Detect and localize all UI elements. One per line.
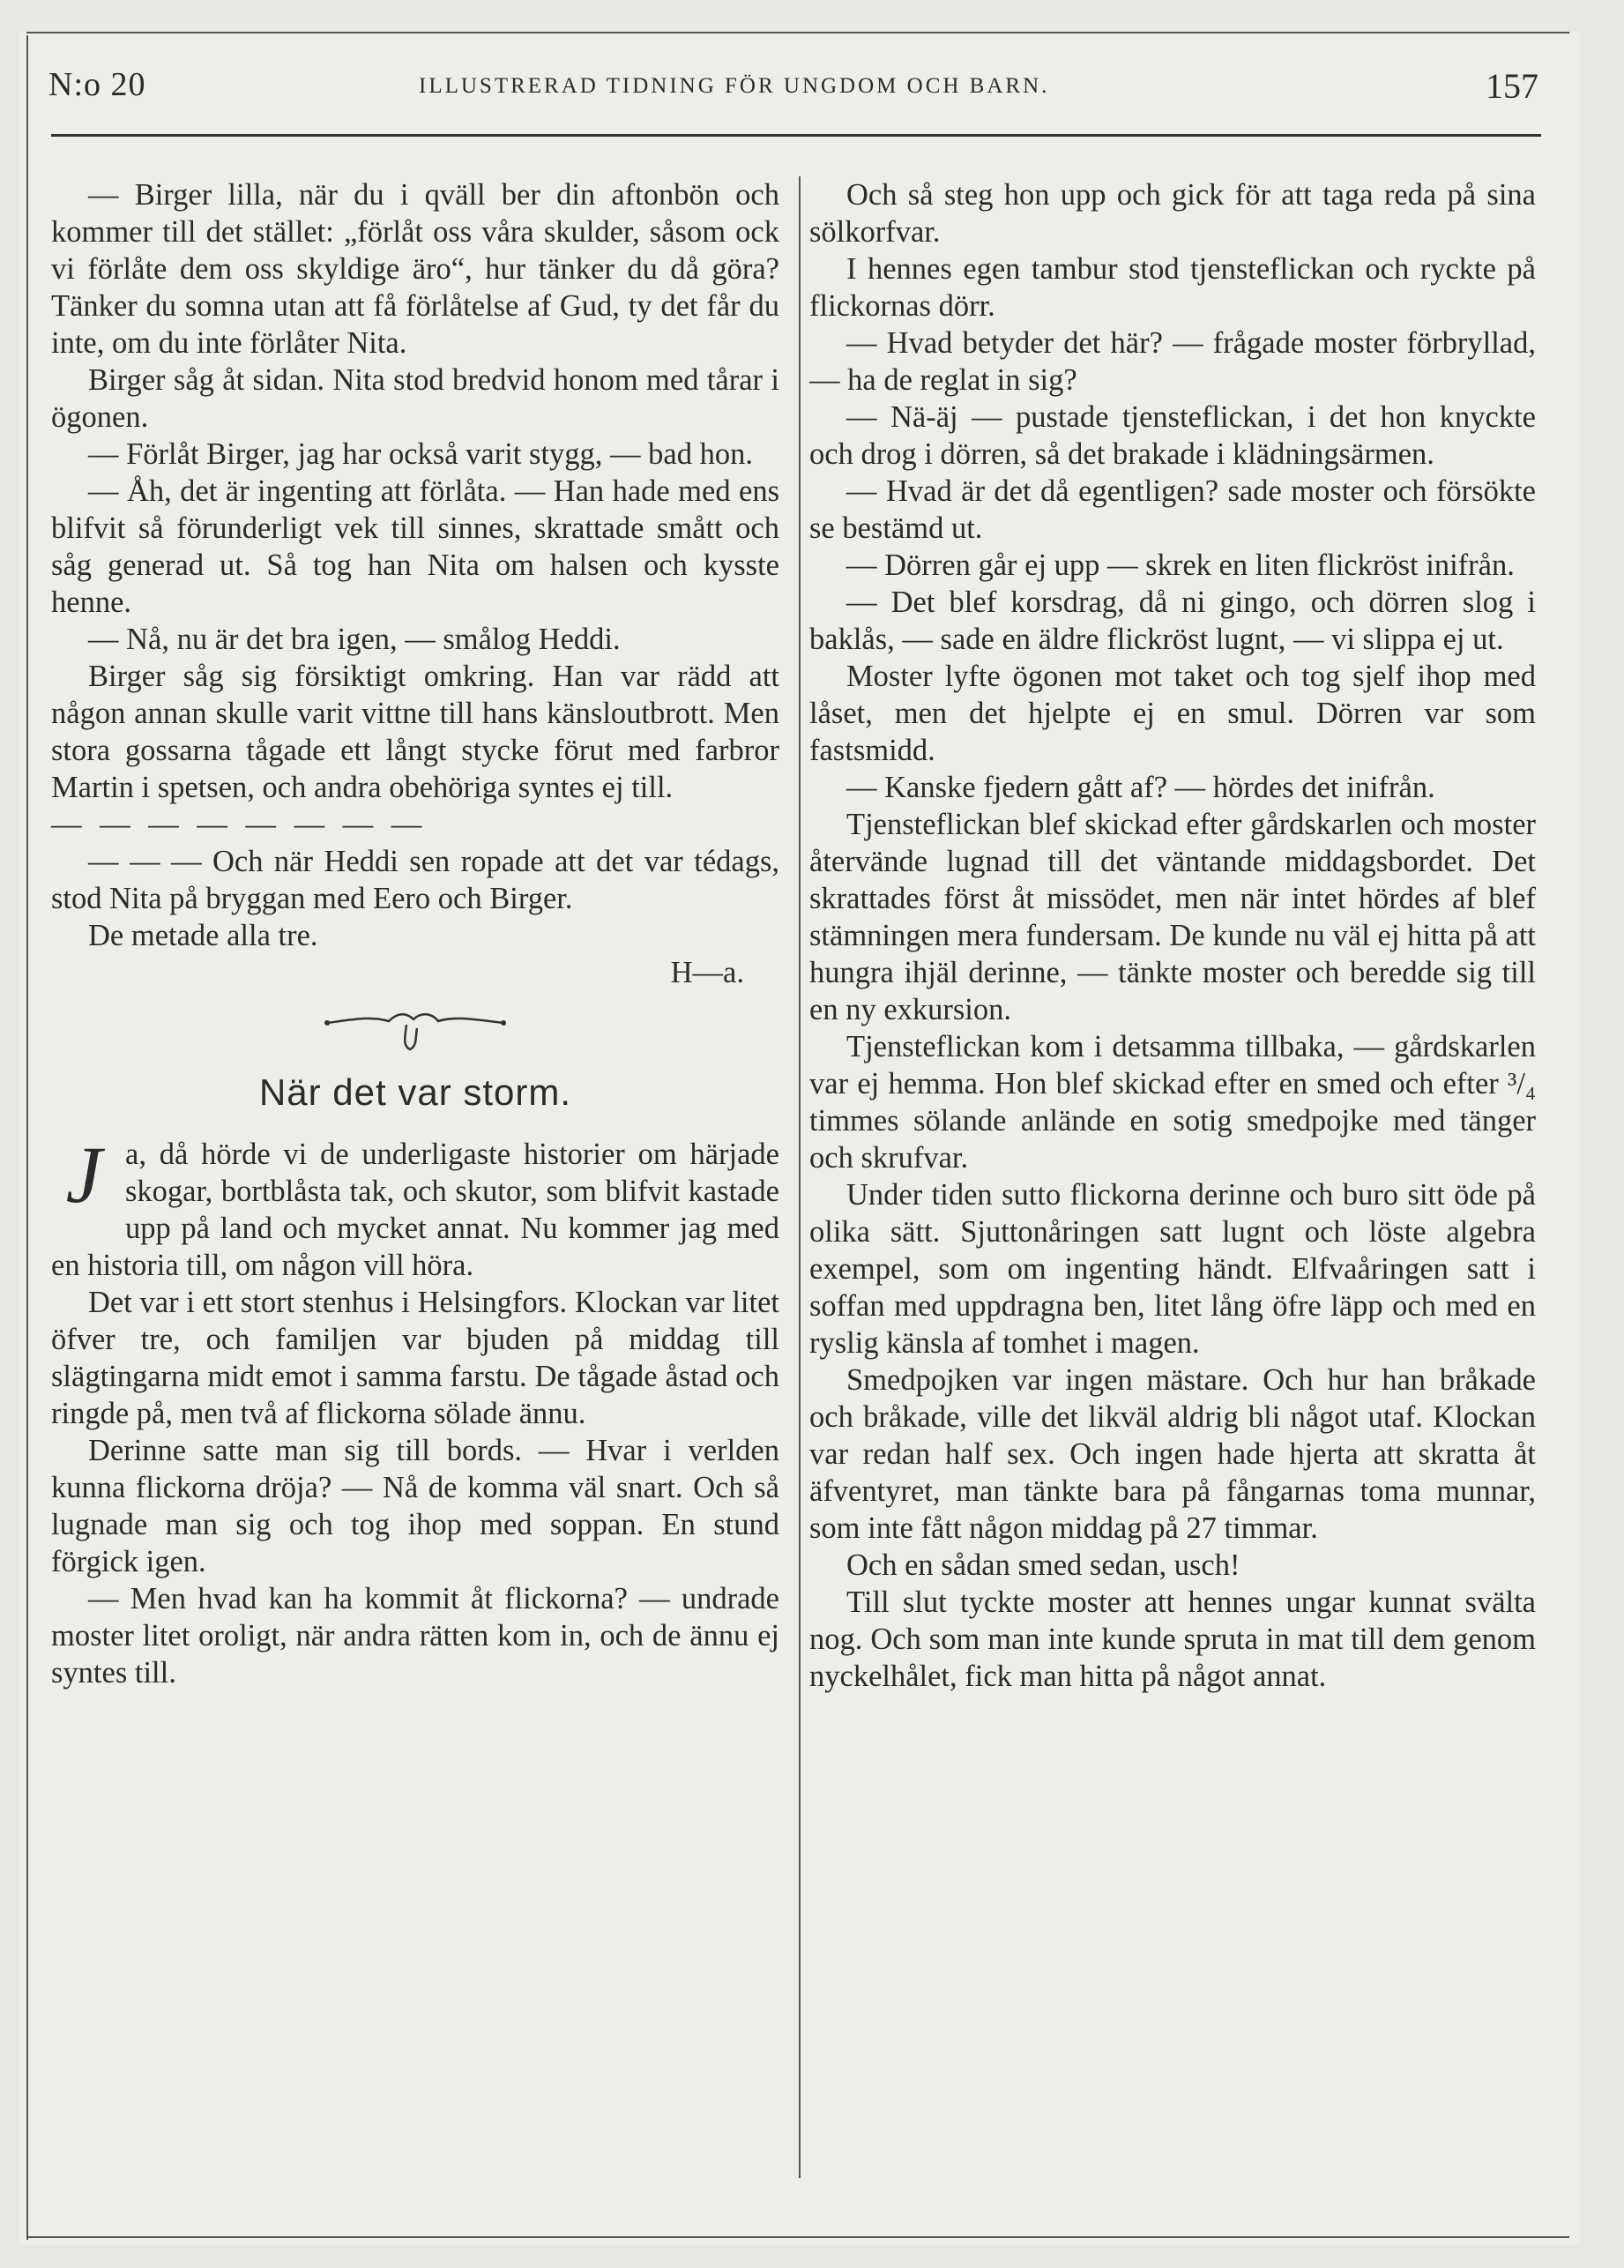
paragraph: Och så steg hon upp och gick för att taga reda på sina sölkorfvar. <box>809 178 1536 249</box>
paragraph: a, då hörde vi de underligaste historier om härjade skogar, bortblåsta tak, och skutor, som blifvit kastade upp på land och mycket annat. Nu kommer jag med en historia till, om någon vill höra. <box>51 1138 779 1282</box>
author-signature: H—a. <box>670 956 744 989</box>
page-number: 157 <box>1486 66 1538 106</box>
paragraph: — Birger lilla, när du i qväll ber din aftonbön och kommer till det stället: „förlåt oss våra skulder, såsom ock vi förlåte dem oss skyldige äro“, hur tänker du då göra? Tänker du somna utan att få förlåtelse af Gud, ty det får du inte, om du inte förlåter Nita. <box>51 178 779 360</box>
story-opening <box>51 1130 779 1284</box>
paragraph: Birger såg åt sidan. Nita stod bredvid honom med tårar i ögonen. <box>51 363 779 434</box>
paragraph: — Hvad betyder det här? — frågade moster förbryllad, — ha de reglat in sig? <box>809 326 1536 397</box>
paragraph: — Men hvad kan ha kommit åt flickorna? — undrade moster litet oroligt, när andra rätten kom in, och de ännu ej syntes till. <box>51 1582 779 1690</box>
column-divider <box>799 176 801 2178</box>
paragraph: De metade alla tre. <box>88 919 318 952</box>
paragraph: — Förlåt Birger, jag har också varit stygg, — bad hon. <box>88 437 753 471</box>
issue-number: N:o 20 <box>48 66 146 103</box>
right-column <box>809 176 1536 1695</box>
paragraph: Birger såg sig försiktigt omkring. Han var rädd att någon annan skulle varit vittne till hans känsloutbrott. Men stora gossarna tågade ett långt stycke förut med farbror Martin i spetsen, och andra obehöriga syntes ej till. <box>51 660 779 804</box>
paragraph: — Hvad är det då egentligen? sade moster och försökte se bestämd ut. <box>809 474 1536 545</box>
publication-title: ILLUSTRERAD TIDNING FÖR UNGDOM OCH BARN. <box>419 74 1050 98</box>
ornament-flourish-icon <box>318 1003 512 1056</box>
paragraph: — — — Och när Heddi sen ropade att det var tédags, stod Nita på bryggan med Eero och Birger. <box>51 845 779 915</box>
paragraph: — Det blef korsdrag, då ni gingo, och dörren slog i baklås, — sade en äldre flickröst lugnt, — vi slippa ej ut. <box>809 586 1536 656</box>
paragraph: Det var i ett stort stenhus i Helsingfors. Klockan var litet öfver tre, och familjen var bjuden på middag till slägtingarna midt emot i samma farstu. De tågade åstad och ringde på, men två af flickorna sölade ännu. <box>51 1286 779 1430</box>
header-rule <box>51 134 1541 137</box>
paragraph: Tjensteflickan kom i detsamma tillbaka, — gårdskarlen var ej hemma. Hon blef skickad efter en smed och efter ³/₄ timmes sölande anlände en sotig smedpojke med tänger och skrufvar. <box>809 1030 1536 1175</box>
left-column <box>51 176 779 1691</box>
page-header <box>48 62 1538 115</box>
paragraph: Och en sådan smed sedan, usch! <box>846 1548 1240 1582</box>
paragraph: — Nä-äj — pustade tjensteflickan, i det hon knyckte och drog i dörren, så det brakade i klädningsärmen. <box>809 400 1536 471</box>
page-border-bottom <box>26 2236 1569 2238</box>
paragraph: Smedpojken var ingen mästare. Och hur han bråkade och bråkade, ville det likväl aldrig bli något utaf. Klockan var redan half sex. Och ingen hade hjerta att skratta åt äfventyret, man tänkte bara på fångarnas toma munnar, som inte fått någon middag på 27 timmar. <box>809 1363 1536 1545</box>
paragraph: — Dörren går ej upp — skrek en liten flickröst inifrån. <box>846 548 1515 582</box>
page-border-top <box>26 32 1569 34</box>
paragraph: — Nå, nu är det bra igen, — smålog Heddi. <box>88 623 621 656</box>
paragraph: Moster lyfte ögonen mot taket och tog sjelf ihop med låset, men det hjelpte ej en smul. Dörren var som fastsmidd. <box>809 660 1536 767</box>
paragraph: Till slut tyckte moster att hennes ungar kunnat svälta nog. Och som man inte kunde spruta in mat till dem genom nyckelhålet, fick man hitta på något annat. <box>809 1585 1536 1693</box>
paragraph: Under tiden sutto flickorna derinne och buro sitt öde på olika sätt. Sjuttonåringen satt lugnt och löste algebra exempel, som om ingenting händt. Elfvaåringen satt i soffan med uppdragna ben, litet lång öfre läpp och med en ryslig känsla af tomhet i magen. <box>809 1178 1536 1360</box>
section-title: När det var storm. <box>258 1071 572 1113</box>
dash-separator: — — — — — — — — <box>51 808 428 841</box>
paragraph: — Kanske fjedern gått af? — hördes det inifrån. <box>846 771 1435 804</box>
paragraph: Derinne satte man sig till bords. — Hvar i verlden kunna flickorna dröja? — Nå de komma väl snart. Och så lugnade man sig och tog ihop med soppan. En stund förgick igen. <box>51 1434 779 1578</box>
paragraph: — Åh, det är ingenting att förlåta. — Han hade med ens blifvit så förunderligt vek till sinnes, skrattade smått och såg generad ut. Så tog han Nita om halsen och kysste henne. <box>51 474 779 619</box>
drop-cap-letter: J <box>65 1130 102 1220</box>
page-border-left <box>26 35 28 2240</box>
paragraph: Tjensteflickan blef skickad efter gårdskarlen och moster återvände lugnad till det väntande middagsbordet. Det skrattades först åt missödet, men när intet hördes af blef stämningen mera fundersam. De kunde nu väl ej hitta på att hungra ihjäl derinne, — tänkte moster och beredde sig till en ny exkursion. <box>809 808 1536 1026</box>
paragraph: I hennes egen tambur stod tjensteflickan och ryckte på flickornas dörr. <box>809 252 1536 323</box>
